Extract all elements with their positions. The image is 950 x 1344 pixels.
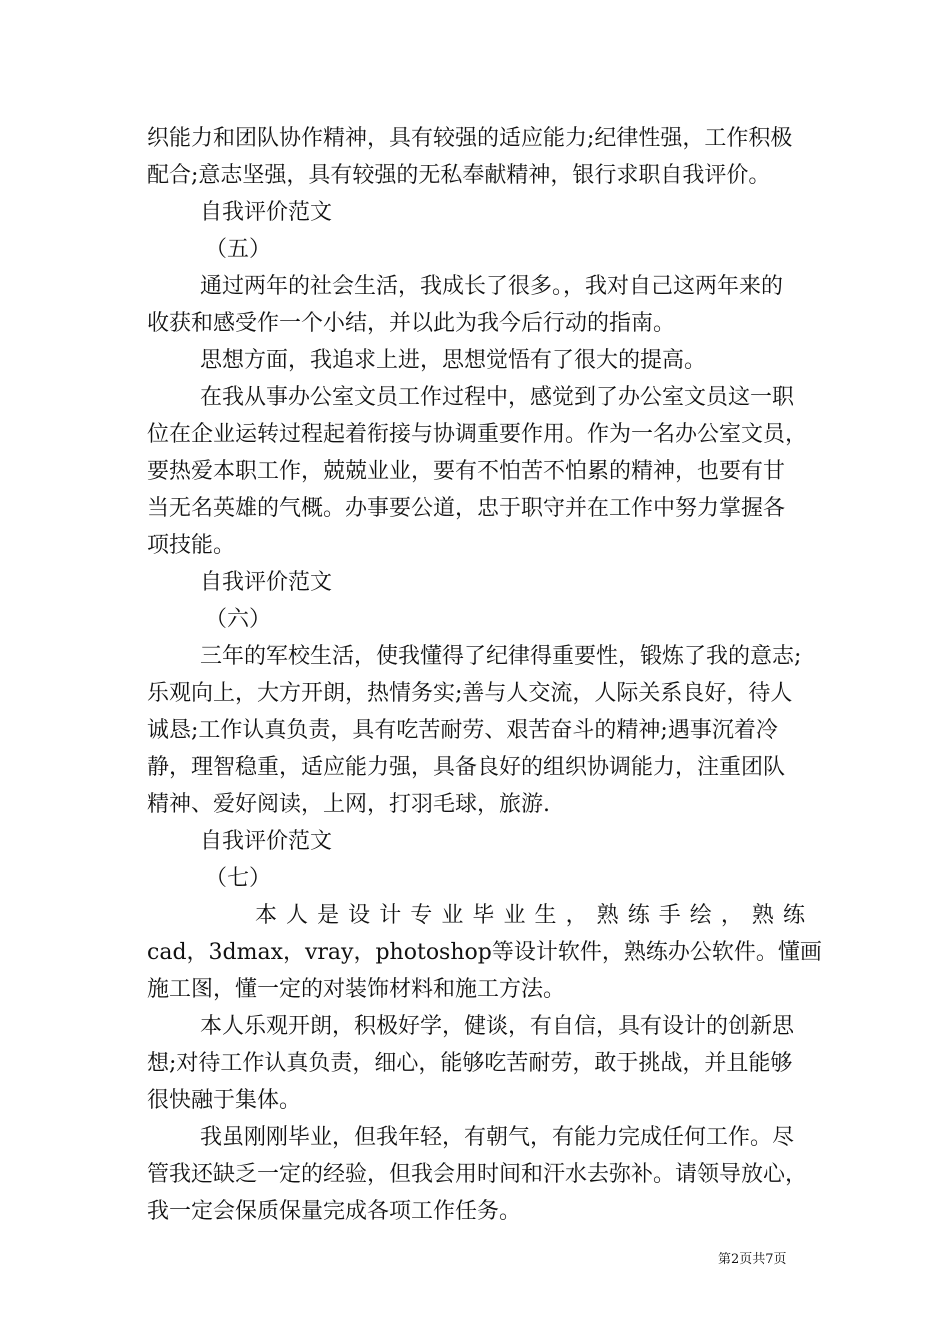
text-line: 本人乐观开朗，积极好学，健谈，有自信，具有设计的创新思 [200,1014,795,1039]
text-line: 收获和感受作一个小结，并以此为我今后行动的指南。 [147,311,676,336]
text-line: 诚恳;工作认真负责，具有吃苦耐劳、艰苦奋斗的精神;遇事沉着冷 [147,718,778,743]
text-line: 配合;意志坚强，具有较强的无私奉献精神，银行求职自我评价。 [147,163,771,188]
section-heading: 自我评价范文 [200,570,333,595]
text-line: 很快融于集体。 [147,1088,302,1113]
text-line: 项技能。 [147,533,236,558]
text-line: 要热爱本职工作，兢兢业业，要有不怕苦不怕累的精神，也要有甘 [147,459,786,484]
text-line: cad，3dmax，vray，photoshop等设计软件，熟练办公软件。懂画 [147,940,822,965]
section-number: （六） [205,607,272,632]
section-heading: 自我评价范文 [200,200,333,225]
text-line: 织能力和团队协作精神，具有较强的适应能力;纪律性强，工作积极 [147,126,793,151]
text-line: 管我还缺乏一定的经验，但我会用时间和汗水去弥补。请领导放心， [147,1162,808,1187]
text-line: 我一定会保质保量完成各项工作任务。 [147,1199,522,1224]
text-line: 想;对待工作认真负责，细心，能够吃苦耐劳，敢于挑战，并且能够 [147,1051,793,1076]
section-number: （五） [205,237,272,262]
text-line: 当无名英雄的气概。办事要公道，忠于职守并在工作中努力掌握各 [147,496,786,521]
text-line: 三年的军校生活，使我懂得了纪律得重要性，锻炼了我的意志; [200,644,802,669]
section-heading: 自我评价范文 [200,829,333,854]
text-line: 精神、爱好阅读，上网，打羽毛球，旅游. [147,792,550,817]
page-number: 第2页共7页 [718,1252,787,1267]
text-line: 思想方面，我追求上进，思想觉悟有了很大的提高。 [200,348,707,373]
text-line: 在我从事办公室文员工作过程中，感觉到了办公室文员这一职 [200,385,795,410]
text-line: 本人是设计专业毕业生，熟练手绘，熟练 [255,903,805,928]
text-line: 静，理智稳重，适应能力强，具备良好的组织协调能力，注重团队 [147,755,786,780]
text-line: 乐观向上，大方开朗，热情务实;善与人交流，人际关系良好，待人 [147,681,793,706]
text-line: 我虽刚刚毕业，但我年轻，有朝气，有能力完成任何工作。尽 [200,1125,795,1150]
text-line: 通过两年的社会生活，我成长了很多。，我对自己这两年来的 [200,274,784,299]
text-line: 位在企业运转过程起着衔接与协调重要作用。作为一名办公室文员， [147,422,808,447]
text-line: 施工图，懂一定的对装饰材料和施工方法。 [147,977,566,1002]
section-number: （七） [205,866,272,891]
